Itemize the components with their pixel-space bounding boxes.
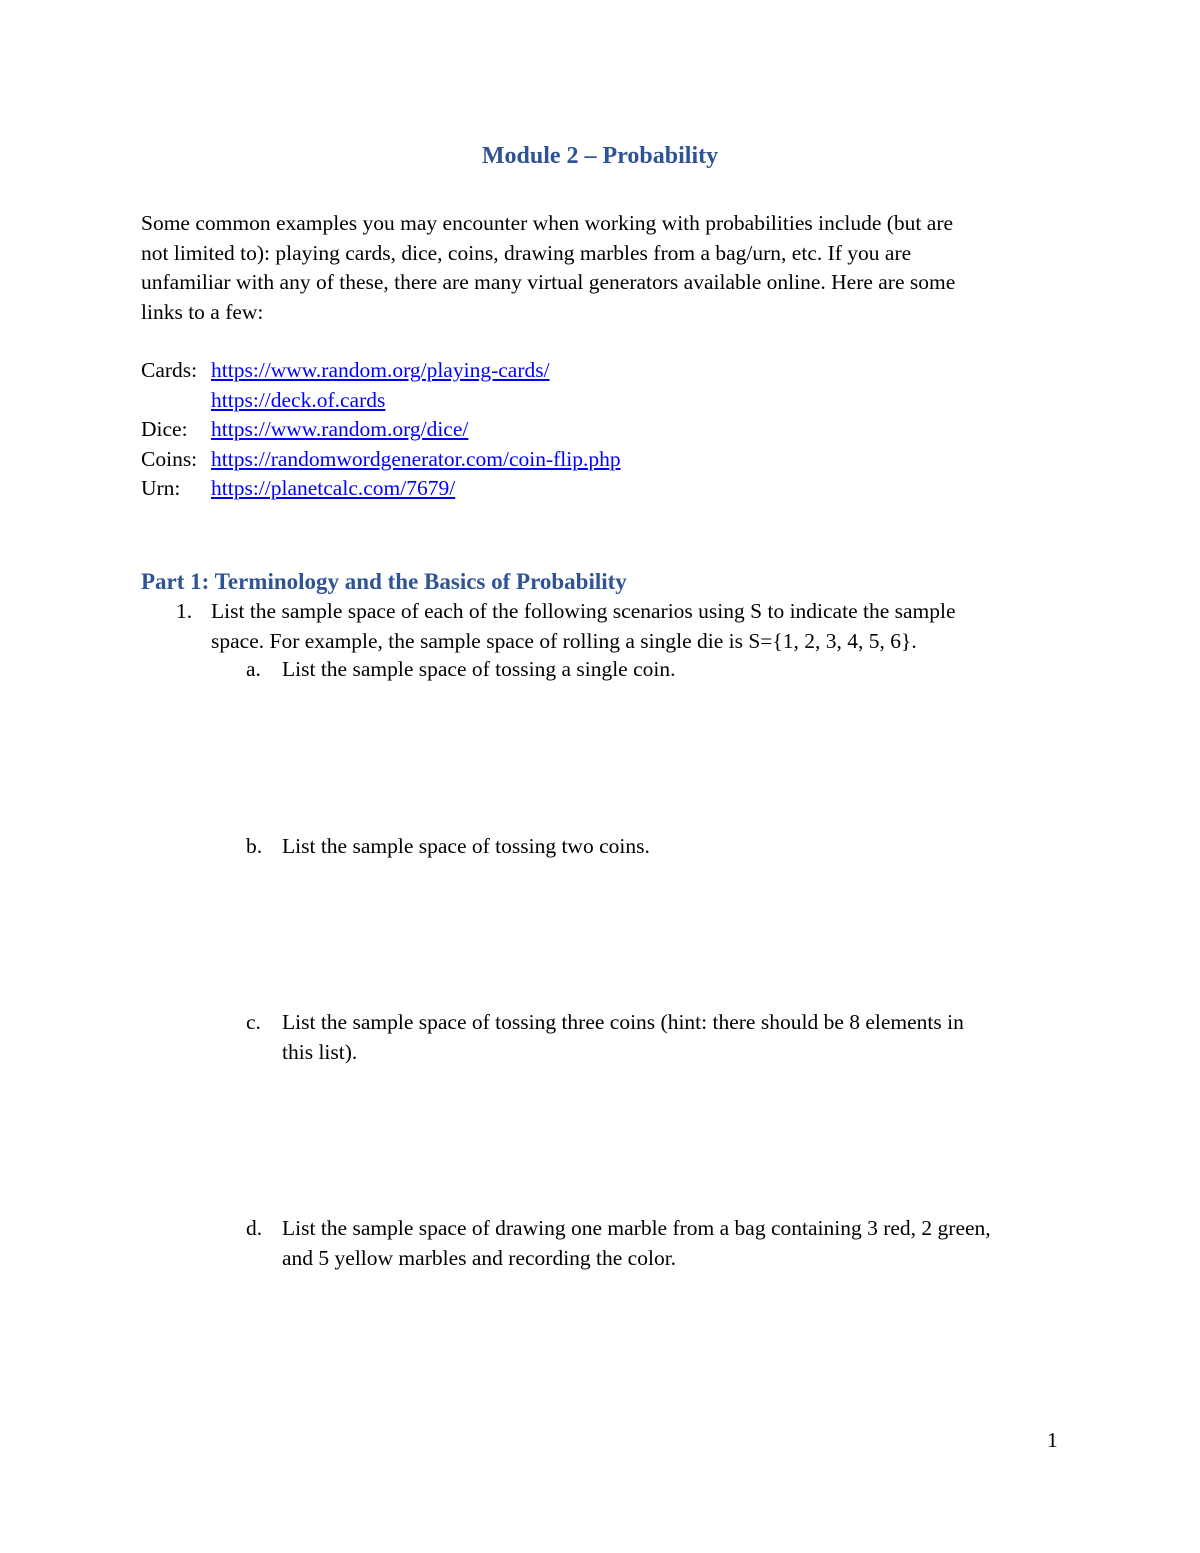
intro-line: unfamiliar with any of these, there are many virtual generators available online. Here are some <box>141 270 956 294</box>
sub-question-line: List the sample space of drawing one marble from a bag containing 3 red, 2 green, <box>282 1216 991 1240</box>
sub-letter-c: c. <box>246 1010 261 1034</box>
sub-letter-b: b. <box>246 834 263 858</box>
intro-line: links to a few: <box>141 299 264 324</box>
question-line: List the sample space of each of the following scenarios using S to indicate the sample <box>211 599 956 623</box>
link-label: Dice: <box>141 417 188 441</box>
sub-question-line: and 5 yellow marbles and recording the color. <box>282 1245 677 1270</box>
sub-question-line: this list). <box>282 1039 358 1064</box>
intro-paragraph <box>141 209 955 327</box>
sub-letter-d: d. <box>246 1216 263 1240</box>
link-row-dice <box>141 415 621 445</box>
link-row-cards-2 <box>141 386 621 416</box>
sub-question-a <box>282 655 676 685</box>
intro-line: Some common examples you may encounter when working with probabilities include (but are <box>141 211 954 235</box>
question-line: space. For example, the sample space of rolling a single die is S={1, 2, 3, 4, 5, 6}. <box>211 628 917 653</box>
page-number: 1 <box>1047 1428 1058 1452</box>
link-row-cards <box>141 356 621 386</box>
link-label: Coins: <box>141 446 198 471</box>
sub-question-d <box>282 1214 991 1273</box>
dice-link[interactable]: https://www.random.org/dice/ <box>211 417 469 441</box>
link-label: Urn: <box>141 476 181 500</box>
links-list <box>141 356 621 504</box>
sub-question-c <box>282 1008 964 1067</box>
sub-question-line: List the sample space of tossing a single coin. <box>282 657 676 681</box>
sub-letter-a: a. <box>246 657 261 681</box>
link-row-urn <box>141 474 621 504</box>
deck-of-cards-link[interactable]: https://deck.of.cards <box>211 387 386 412</box>
link-row-coins <box>141 445 621 475</box>
urn-link[interactable]: https://planetcalc.com/7679/ <box>211 476 456 500</box>
question-1-text <box>211 597 956 656</box>
link-label: Cards: <box>141 358 198 382</box>
question-number: 1. <box>176 599 193 623</box>
intro-line: not limited to): playing cards, dice, coins, drawing marbles from a bag/urn, etc. If you are <box>141 240 912 265</box>
cards-link[interactable]: https://www.random.org/playing-cards/ <box>211 358 550 382</box>
part1-heading: Part 1: Terminology and the Basics of Probability <box>141 569 627 594</box>
sub-question-line: List the sample space of tossing two coins. <box>282 834 650 858</box>
sub-question-line: List the sample space of tossing three coins (hint: there should be 8 elements in <box>282 1010 964 1034</box>
page-title: Module 2 – Probability <box>481 143 719 169</box>
sub-question-b <box>282 832 650 862</box>
coins-link[interactable]: https://randomwordgenerator.com/coin-flip.php <box>211 446 621 471</box>
